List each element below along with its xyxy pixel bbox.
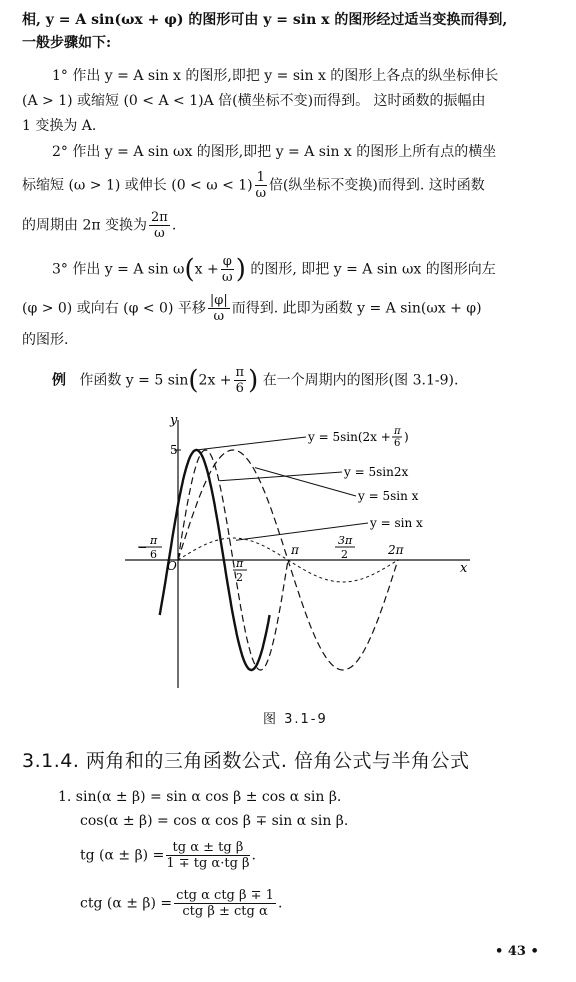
series-label-sinx: y = sin x — [370, 516, 423, 530]
text-line-1: 相, y = A sin(ωx + φ) 的图形可由 y = sin x 的图形经过适当变换而得到, — [22, 12, 508, 28]
text-line-2: 一般步骤如下: — [22, 35, 112, 51]
series-label-5sin2x-pi6: y = 5sin(2x + — [308, 430, 391, 444]
tick-label-3pi2-num: 3π — [338, 534, 353, 547]
step-1-line-b: (A > 1) 或缩短 (0 < A < 1)A 倍(横坐标不变)而得到。 这时函数的振幅由 — [22, 93, 486, 109]
tick-label-neg-pi6-den: 6 — [150, 548, 157, 561]
step-1-line-a: 1° 作出 y = A sin x 的图形,即把 y = sin x 的图形上各点的纵坐标伸长 — [52, 68, 499, 84]
series-label-frac-den: 6 — [394, 438, 401, 449]
step-2-line-a: 2° 作出 y = A sin ωx 的图形,即把 y = A sin x 的图形上所有点的横坐 — [52, 144, 497, 160]
step-2-line-b: 标缩短 (ω > 1) 或伸长 (0 < ω < 1) $\frac{1}{\omega}$ 倍(纵坐标不变换)而得到. 这时函数 — [22, 170, 485, 201]
page-number: • 43 • — [495, 944, 539, 959]
tick-label-pi: π — [291, 543, 299, 557]
leader-line-0 — [196, 437, 306, 450]
tick-label-pi2-num: π — [236, 557, 244, 570]
leader-line-1 — [219, 472, 342, 481]
step-1-line-c: 1 变换为 A. — [22, 118, 97, 134]
tick-label-origin: O — [167, 559, 177, 573]
example-line: 例 作函数 y = 5 sin(2x + $\frac{\pi}{6}$ ) 在一个周期内的图形(图 3.1-9). — [52, 365, 459, 396]
step-2-line-c: 的周期由 2π 变换为 $\frac{2\pi}{\omega}$ . — [22, 210, 177, 241]
formula-ctg: ctg (α ± β) = $\frac{\text{ctg α ctg β ∓ 1}}{\text{ctg β ± ctg α}}$ . — [80, 888, 283, 919]
tick-label-neg-pi6-num: π — [150, 534, 158, 547]
formula-sin: 1. sin(α ± β) = sin α cos β ± cos α sin β. — [58, 789, 342, 805]
step-3-line-c: 的图形. — [22, 332, 69, 348]
formula-cos: cos(α ± β) = cos α cos β ∓ sin α sin β. — [80, 813, 349, 829]
series-label-5sinx: y = 5sin x — [358, 489, 419, 503]
formula-tg: tg (α ± β) = $\frac{\text{tg α ± tg β}}{\text{1 ∓ tg α·tg β}}$ . — [80, 840, 256, 871]
tick-label-neg-sign: − — [138, 541, 148, 554]
step-3-line-b: (φ > 0) 或向右 (φ < 0) 平移 $\frac{|\varphi|}{\omega}$ 而得到. 此即为函数 y = A sin(ωx + φ) — [22, 293, 482, 324]
label-leaders — [196, 437, 368, 540]
figure-3-1-9 — [0, 408, 576, 708]
step-3-line-a: 3° 作出 y = A sin ω(x + $\frac{\varphi}{\omega}$ ) 的图形, 即把 y = A sin ωx 的图形向左 — [52, 254, 496, 285]
axis-label-y: y — [170, 413, 178, 428]
series-label-5sin2x: y = 5sin2x — [344, 465, 409, 479]
series-label-close: ) — [404, 430, 409, 444]
tick-label-3pi2-den: 2 — [341, 548, 348, 561]
tick-label-pi2-den: 2 — [236, 571, 243, 584]
figure-caption: 图 3.1-9 — [263, 712, 328, 727]
section-title: 3.1.4. 两角和的三角函数公式. 倍角公式与半角公式 — [22, 750, 470, 772]
tick-label-y-5: 5 — [170, 443, 178, 457]
tick-label-2pi: 2π — [388, 543, 404, 557]
series-label-frac-num: π — [394, 426, 401, 437]
axis-label-x: x — [460, 561, 468, 576]
